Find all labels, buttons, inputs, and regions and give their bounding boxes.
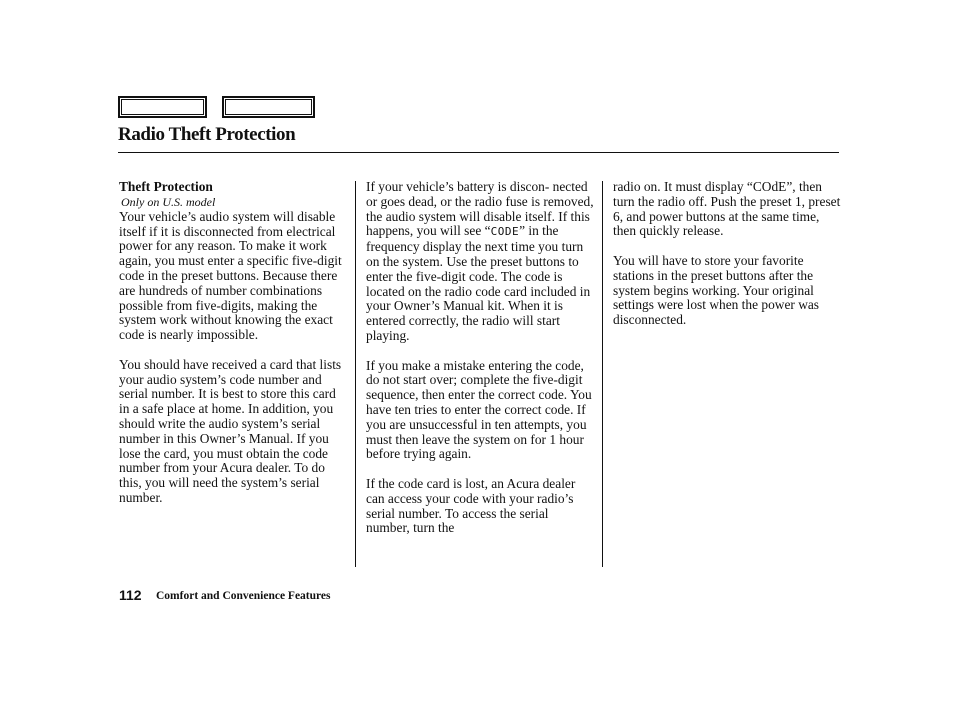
- paragraph: radio on. It must display “COdE”, then turn the radio off. Push the preset 1, preset 6, and power buttons at the same time, then quickly release.: [613, 179, 841, 239]
- text-column-3: [613, 180, 841, 343]
- paragraph: You will have to store your favorite stations in the preset buttons after the system begins working. Your original settings were lost when the power was disconnected.: [613, 252, 820, 328]
- section-heading: Theft Protection: [119, 179, 213, 194]
- page-number: 112: [119, 587, 142, 603]
- paragraph-text: If your vehicle’s battery is discon- nected or goes dead, or the radio fuse is removed, the audio system will disable itself. If this happens, you will see “: [366, 179, 594, 239]
- model-note: Only on U.S. model: [121, 194, 216, 209]
- column-divider-1: [355, 181, 356, 567]
- page-title: Radio Theft Protection: [118, 124, 296, 145]
- footer-section-title: Comfort and Convenience Features: [156, 590, 331, 602]
- text-column-1: [119, 180, 347, 521]
- code-display-glyph: CODE: [490, 225, 520, 239]
- paragraph-text: ” in the frequency display the next time you turn on the system. Use the preset buttons to enter the five-digit code. The code is located on the radio code card included in your Owner’s Manual kit. When it is entered correctly, the radio will start playing.: [366, 223, 591, 343]
- paragraph: Your vehicle’s audio system will disable itself if it is disconnected from electrical power for any reason. To make it work again, you must enter a specific five-digit code in the preset buttons. Because there are hundreds of number combinations possible from five-digits, making the system work without knowing the exact code is nearly impossible.: [119, 208, 342, 343]
- paragraph: If the code card is lost, an Acura dealer can access your code with your radio’s serial number. To access the serial number, turn the: [366, 475, 576, 536]
- paragraph: You should have received a card that lists your audio system’s code number and serial number. It is best to store this card in a safe place at home. In addition, you should write the audio system’s serial number in this Owner’s Manual. If you lose the card, you must obtain the code number from your Acura dealer. To do this, you will need the system’s serial number.: [119, 356, 342, 505]
- header-tab-box-right: [222, 96, 315, 118]
- column-divider-2: [602, 181, 603, 567]
- title-divider: [118, 152, 839, 153]
- paragraph: If you make a mistake entering the code, do not start over; complete the five-digit sequence, then enter the correct code. You have ten tries to enter the correct code. If you are unsuccessful in ten attempts, you must then leave the system on for 1 hour before trying again.: [366, 357, 592, 462]
- paragraph: [366, 180, 594, 344]
- header-tab-box-left: [118, 96, 207, 118]
- text-column-2: [366, 180, 594, 551]
